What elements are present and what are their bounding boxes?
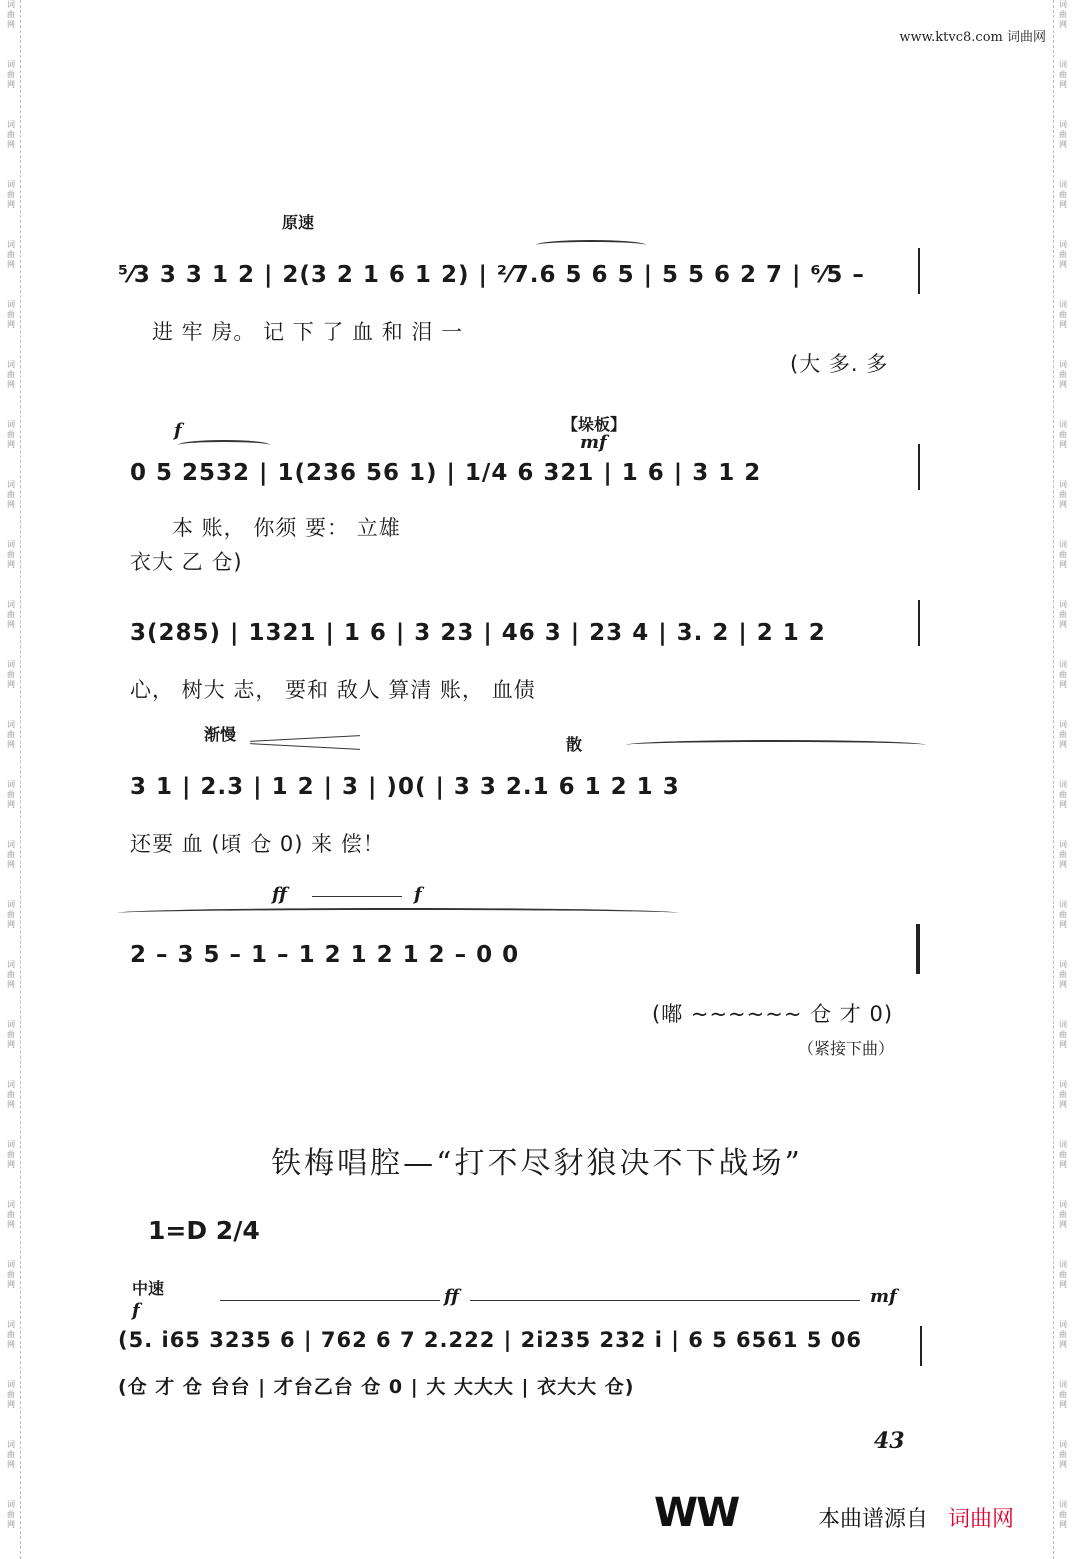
watermark-glyph-group [7,1440,15,1470]
score-row-5-accomp: (嘟 ~~~~~~ 仓 才 0) [652,1002,894,1026]
watermark-glyph-group [1059,1080,1067,1110]
watermark-char: 网 [1059,1280,1067,1289]
watermark-char: 曲 [7,1450,15,1459]
final-barline [916,924,920,974]
watermark-char: 曲 [7,370,15,379]
dynamic-f: f [174,420,182,441]
watermark-char: 词 [1059,1200,1067,1209]
watermark-char: 网 [1059,1460,1067,1469]
watermark-char: 词 [7,1200,15,1209]
watermark-char: 词 [1059,540,1067,549]
watermark-char: 网 [7,500,15,509]
watermark-glyph-group [7,960,15,990]
watermark-char: 词 [1059,420,1067,429]
performance-note: （紧接下曲） [798,1039,895,1058]
watermark-glyph-group [1059,780,1067,810]
watermark-char: 曲 [7,1390,15,1399]
watermark-glyph-group [1059,180,1067,210]
watermark-char: 网 [1059,1160,1067,1169]
watermark-char: 网 [7,740,15,749]
watermark-char: 网 [1059,740,1067,749]
watermark-char: 网 [1059,1220,1067,1229]
barline [918,444,920,490]
tempo-mark-duoban: 【垛板】 [562,415,627,434]
watermark-char: 网 [7,920,15,929]
slur [536,240,646,250]
watermark-char: 词 [1059,660,1067,669]
watermark-char: 网 [1059,380,1067,389]
watermark-glyph-group [7,780,15,810]
watermark-glyph-group [7,1500,15,1530]
watermark-char: 词 [7,720,15,729]
watermark-char: 词 [7,180,15,189]
watermark-glyph-group [7,1260,15,1290]
footer-site-link[interactable]: 词曲网 [948,1507,1015,1532]
watermark-char: 网 [1059,80,1067,89]
crescendo-line [312,896,402,897]
watermark-char: 曲 [7,190,15,199]
watermark-char: 词 [1059,840,1067,849]
watermark-char: 曲 [7,850,15,859]
watermark-char: 曲 [1059,1090,1067,1099]
watermark-glyph-group [7,0,15,30]
watermark-char: 网 [7,1340,15,1349]
watermark-char: 词 [1059,1020,1067,1029]
watermark-glyph-group [7,420,15,450]
dynamic-f-2: f [414,884,422,905]
watermark-glyph-group [1059,60,1067,90]
watermark-char: 网 [7,440,15,449]
watermark-char: 曲 [7,550,15,559]
watermark-glyph-group [7,1380,15,1410]
watermark-char: 词 [1059,1500,1067,1509]
watermark-char: 曲 [1059,1030,1067,1039]
right-watermark-strip [1053,0,1072,1559]
watermark-char: 曲 [7,910,15,919]
barline [918,248,920,294]
watermark-char: 网 [7,260,15,269]
watermark-char: 词 [7,0,15,9]
watermark-glyph-group [7,480,15,510]
watermark-char: 词 [7,1080,15,1089]
watermark-char: 曲 [7,130,15,139]
watermark-char: 词 [7,60,15,69]
score-row-4-notes: 3 1 | 2.3 | 1 2 | 3 | )0( | 3 3 2.1 6 1 2 1 3 [130,774,680,800]
watermark-char: 曲 [7,490,15,499]
watermark-glyph-group [1059,300,1067,330]
watermark-char: 词 [7,900,15,909]
watermark-char: 词 [7,780,15,789]
watermark-char: 词 [7,300,15,309]
watermark-char: 网 [7,980,15,989]
watermark-char: 网 [7,1220,15,1229]
watermark-char: 词 [7,1320,15,1329]
watermark-glyph-group [7,1020,15,1050]
score2-notes: (5. i65 3235 6 | 762 6 7 2.222 | 2i235 232 i | 6 5 6561 5 06 [118,1328,862,1352]
watermark-char: 曲 [7,1030,15,1039]
watermark-char: 曲 [1059,430,1067,439]
watermark-char: 网 [1059,860,1067,869]
watermark-char: 词 [1059,1440,1067,1449]
watermark-glyph-group [1059,1200,1067,1230]
watermark-glyph-group [1059,420,1067,450]
watermark-char: 词 [1059,720,1067,729]
watermark-glyph-group [1059,660,1067,690]
watermark-char: 网 [7,1280,15,1289]
watermark-char: 词 [1059,780,1067,789]
watermark-char: 网 [1059,140,1067,149]
watermark-glyph-group [1059,1500,1067,1530]
watermark-char: 词 [1059,300,1067,309]
watermark-char: 曲 [1059,1510,1067,1519]
score-row-5-notes: 2 – 3 5 – 1 – 1 2 1 2 1 2 – 0 0 [130,942,520,968]
watermark-char: 词 [1059,240,1067,249]
watermark-char: 曲 [1059,910,1067,919]
site-url: www.ktvc8.com 词曲网 [899,30,1046,45]
watermark-char: 词 [1059,480,1067,489]
dynamic-mf-2: mf [870,1286,897,1307]
watermark-char: 曲 [1059,70,1067,79]
watermark-char: 网 [7,1400,15,1409]
watermark-glyph-group [7,240,15,270]
watermark-char: 词 [1059,1320,1067,1329]
watermark-glyph-group [7,1200,15,1230]
barline [920,1326,922,1366]
watermark-char: 网 [7,320,15,329]
watermark-char: 曲 [7,970,15,979]
watermark-glyph-group [7,60,15,90]
watermark-char: 网 [1059,260,1067,269]
watermark-char: 曲 [7,1150,15,1159]
score-row-1-accomp: (大 多. 多 [790,352,889,376]
watermark-char: 词 [7,120,15,129]
dynamic-f-3: f [132,1300,140,1321]
watermark-char: 网 [1059,20,1067,29]
watermark-glyph-group [1059,960,1067,990]
watermark-glyph-group [1059,900,1067,930]
watermark-char: 曲 [1059,1270,1067,1279]
watermark-char: 网 [7,620,15,629]
watermark-char: 词 [7,960,15,969]
watermark-char: 曲 [7,790,15,799]
score-row-2-notes: 0 5 2532 | 1(236 56 1) | 1/4 6 321 | 1 6 | 3 1 2 [130,460,762,486]
watermark-glyph-group [1059,600,1067,630]
watermark-char: 词 [1059,0,1067,9]
watermark-char: 网 [1059,320,1067,329]
dynamic-ff: ff [272,884,287,905]
watermark-char: 词 [1059,180,1067,189]
watermark-char: 曲 [1059,730,1067,739]
score-row-2-lyrics: 本 账， 你须 要： 立雄 [172,516,401,540]
watermark-char: 网 [1059,1400,1067,1409]
watermark-char: 词 [1059,960,1067,969]
watermark-char: 词 [1059,60,1067,69]
watermark-char: 网 [7,860,15,869]
watermark-glyph-group [1059,840,1067,870]
watermark-char: 词 [1059,360,1067,369]
watermark-char: 网 [1059,200,1067,209]
watermark-glyph-group [1059,360,1067,390]
watermark-char: 曲 [1059,550,1067,559]
watermark-char: 网 [7,1160,15,1169]
watermark-glyph-group [1059,480,1067,510]
watermark-char: 网 [7,1460,15,1469]
crescendo-line [220,1300,440,1301]
watermark-char: 词 [1059,1140,1067,1149]
diminuendo-line [250,743,360,750]
watermark-char: 词 [7,600,15,609]
watermark-char: 曲 [1059,1330,1067,1339]
watermark-glyph-group [1059,1440,1067,1470]
score-row-2-accomp: 衣大 乙 仓) [130,550,243,574]
diminuendo-line [250,735,360,742]
page-number: 43 [874,1428,905,1454]
watermark-char: 曲 [1059,850,1067,859]
watermark-char: 网 [7,680,15,689]
watermark-char: 网 [1059,1100,1067,1109]
watermark-char: 词 [1059,1080,1067,1089]
dynamic-ff-2: ff [444,1286,459,1307]
watermark-char: 网 [1059,920,1067,929]
watermark-char: 网 [7,560,15,569]
watermark-char: 网 [1059,560,1067,569]
watermark-char: 网 [7,140,15,149]
watermark-glyph-group [1059,540,1067,570]
watermark-glyph-group [7,360,15,390]
watermark-char: 词 [7,1020,15,1029]
watermark-char: 曲 [7,10,15,19]
watermark-char: 词 [7,480,15,489]
watermark-glyph-group [7,600,15,630]
watermark-char: 词 [7,240,15,249]
score2-accomp: (仓 才 仓 台台 | 才台乙台 仓 0 | 大 大大大 | 衣大大 仓) [118,1376,635,1398]
watermark-glyph-group [7,840,15,870]
watermark-char: 曲 [1059,1150,1067,1159]
watermark-char: 网 [7,1100,15,1109]
watermark-char: 曲 [1059,10,1067,19]
watermark-glyph-group [7,900,15,930]
watermark-char: 网 [1059,440,1067,449]
score-row-3-lyrics: 心， 树大 志， 要和 敌人 算清 账， 血债 [130,678,536,702]
slur [626,740,926,750]
watermark-char: 词 [1059,600,1067,609]
watermark-char: 网 [1059,980,1067,989]
watermark-char: 词 [1059,900,1067,909]
watermark-char: 曲 [1059,250,1067,259]
watermark-char: 网 [1059,1340,1067,1349]
watermark-char: 曲 [7,1270,15,1279]
score-row-1-lyrics: 进 牢 房。 记 下 了 血 和 泪 一 [152,320,464,344]
tempo-mark-zhongsu: 中速 [132,1279,165,1298]
watermark-char: 词 [7,540,15,549]
watermark-glyph-group [7,540,15,570]
watermark-glyph-group [7,1080,15,1110]
watermark-char: 曲 [1059,1390,1067,1399]
watermark-glyph-group [1059,240,1067,270]
watermark-char: 词 [1059,1260,1067,1269]
watermark-char: 词 [7,1380,15,1389]
watermark-glyph-group [7,120,15,150]
watermark-glyph-group [7,660,15,690]
watermark-char: 曲 [1059,610,1067,619]
watermark-char: 词 [7,1260,15,1269]
watermark-char: 网 [7,800,15,809]
diminuendo-line [470,1300,860,1301]
watermark-glyph-group [1059,1320,1067,1350]
watermark-char: 曲 [1059,310,1067,319]
watermark-char: 网 [7,380,15,389]
watermark-char: 曲 [1059,1450,1067,1459]
score-row-4-lyrics: 还要 血 (頃 仓 0) 来 偿！ [130,832,385,856]
score-row-3-notes: 3(285) | 1321 | 1 6 | 3 23 | 46 3 | 23 4 | 3. 2 | 2 1 2 [130,620,826,646]
watermark-char: 网 [1059,1040,1067,1049]
watermark-char: 曲 [1059,130,1067,139]
watermark-char: 网 [7,1040,15,1049]
dynamic-mf: mf [580,432,607,453]
watermark-glyph-group [1059,1380,1067,1410]
section-title: 铁梅唱腔—“打不尽豺狼决不下战场” [271,1146,803,1181]
watermark-char: 曲 [1059,1210,1067,1219]
footer-source [818,1502,1014,1533]
watermark-char: 曲 [1059,370,1067,379]
watermark-char: 曲 [7,670,15,679]
slur [118,908,678,918]
footer-source-label: 本曲谱源自 [818,1507,929,1532]
watermark-char: 网 [1059,620,1067,629]
watermark-char: 词 [7,360,15,369]
watermark-char: 曲 [7,1330,15,1339]
key-signature: 1=D 2/4 [148,1216,260,1245]
watermark-char: 曲 [7,430,15,439]
watermark-char: 网 [1059,1520,1067,1529]
watermark-char: 曲 [7,1090,15,1099]
watermark-glyph-group [7,300,15,330]
watermark-char: 曲 [1059,670,1067,679]
watermark-char: 曲 [1059,190,1067,199]
left-watermark-strip [2,0,21,1559]
watermark-char: 词 [7,660,15,669]
watermark-char: 网 [1059,500,1067,509]
watermark-char: 曲 [7,730,15,739]
score-row-1-notes: ⁵⁄3 3 3 1 2 | 2(3 2 1 6 1 2) | ²⁄7.6 5 6 5 | 5 5 6 2 7 | ⁶⁄5 – [118,262,865,288]
watermark-char: 词 [7,840,15,849]
watermark-char: 网 [7,200,15,209]
watermark-char: 网 [7,1520,15,1529]
footer-logo: WW [654,1490,739,1536]
watermark-char: 网 [1059,680,1067,689]
slur [178,440,270,450]
watermark-char: 词 [1059,1380,1067,1389]
watermark-glyph-group [7,720,15,750]
tempo-mark-jianman: 渐慢 [204,725,237,744]
watermark-char: 词 [7,420,15,429]
watermark-char: 曲 [1059,790,1067,799]
watermark-char: 曲 [7,310,15,319]
watermark-char: 词 [7,1140,15,1149]
watermark-glyph-group [1059,0,1067,30]
watermark-char: 曲 [7,1510,15,1519]
watermark-glyph-group [1059,1020,1067,1050]
watermark-char: 网 [7,20,15,29]
watermark-char: 曲 [7,250,15,259]
watermark-char: 网 [1059,800,1067,809]
tempo-mark-yuansu: 原速 [282,213,315,232]
watermark-char: 网 [7,80,15,89]
watermark-glyph-group [7,1320,15,1350]
watermark-char: 曲 [1059,970,1067,979]
watermark-glyph-group [1059,1260,1067,1290]
tempo-mark-san: 散 [566,735,583,754]
barline [918,600,920,646]
watermark-char: 曲 [7,1210,15,1219]
watermark-glyph-group [1059,120,1067,150]
watermark-glyph-group [7,180,15,210]
watermark-char: 曲 [7,70,15,79]
watermark-glyph-group [1059,720,1067,750]
watermark-char: 词 [1059,120,1067,129]
watermark-char: 曲 [1059,490,1067,499]
watermark-char: 词 [7,1440,15,1449]
watermark-char: 词 [7,1500,15,1509]
watermark-char: 曲 [7,610,15,619]
